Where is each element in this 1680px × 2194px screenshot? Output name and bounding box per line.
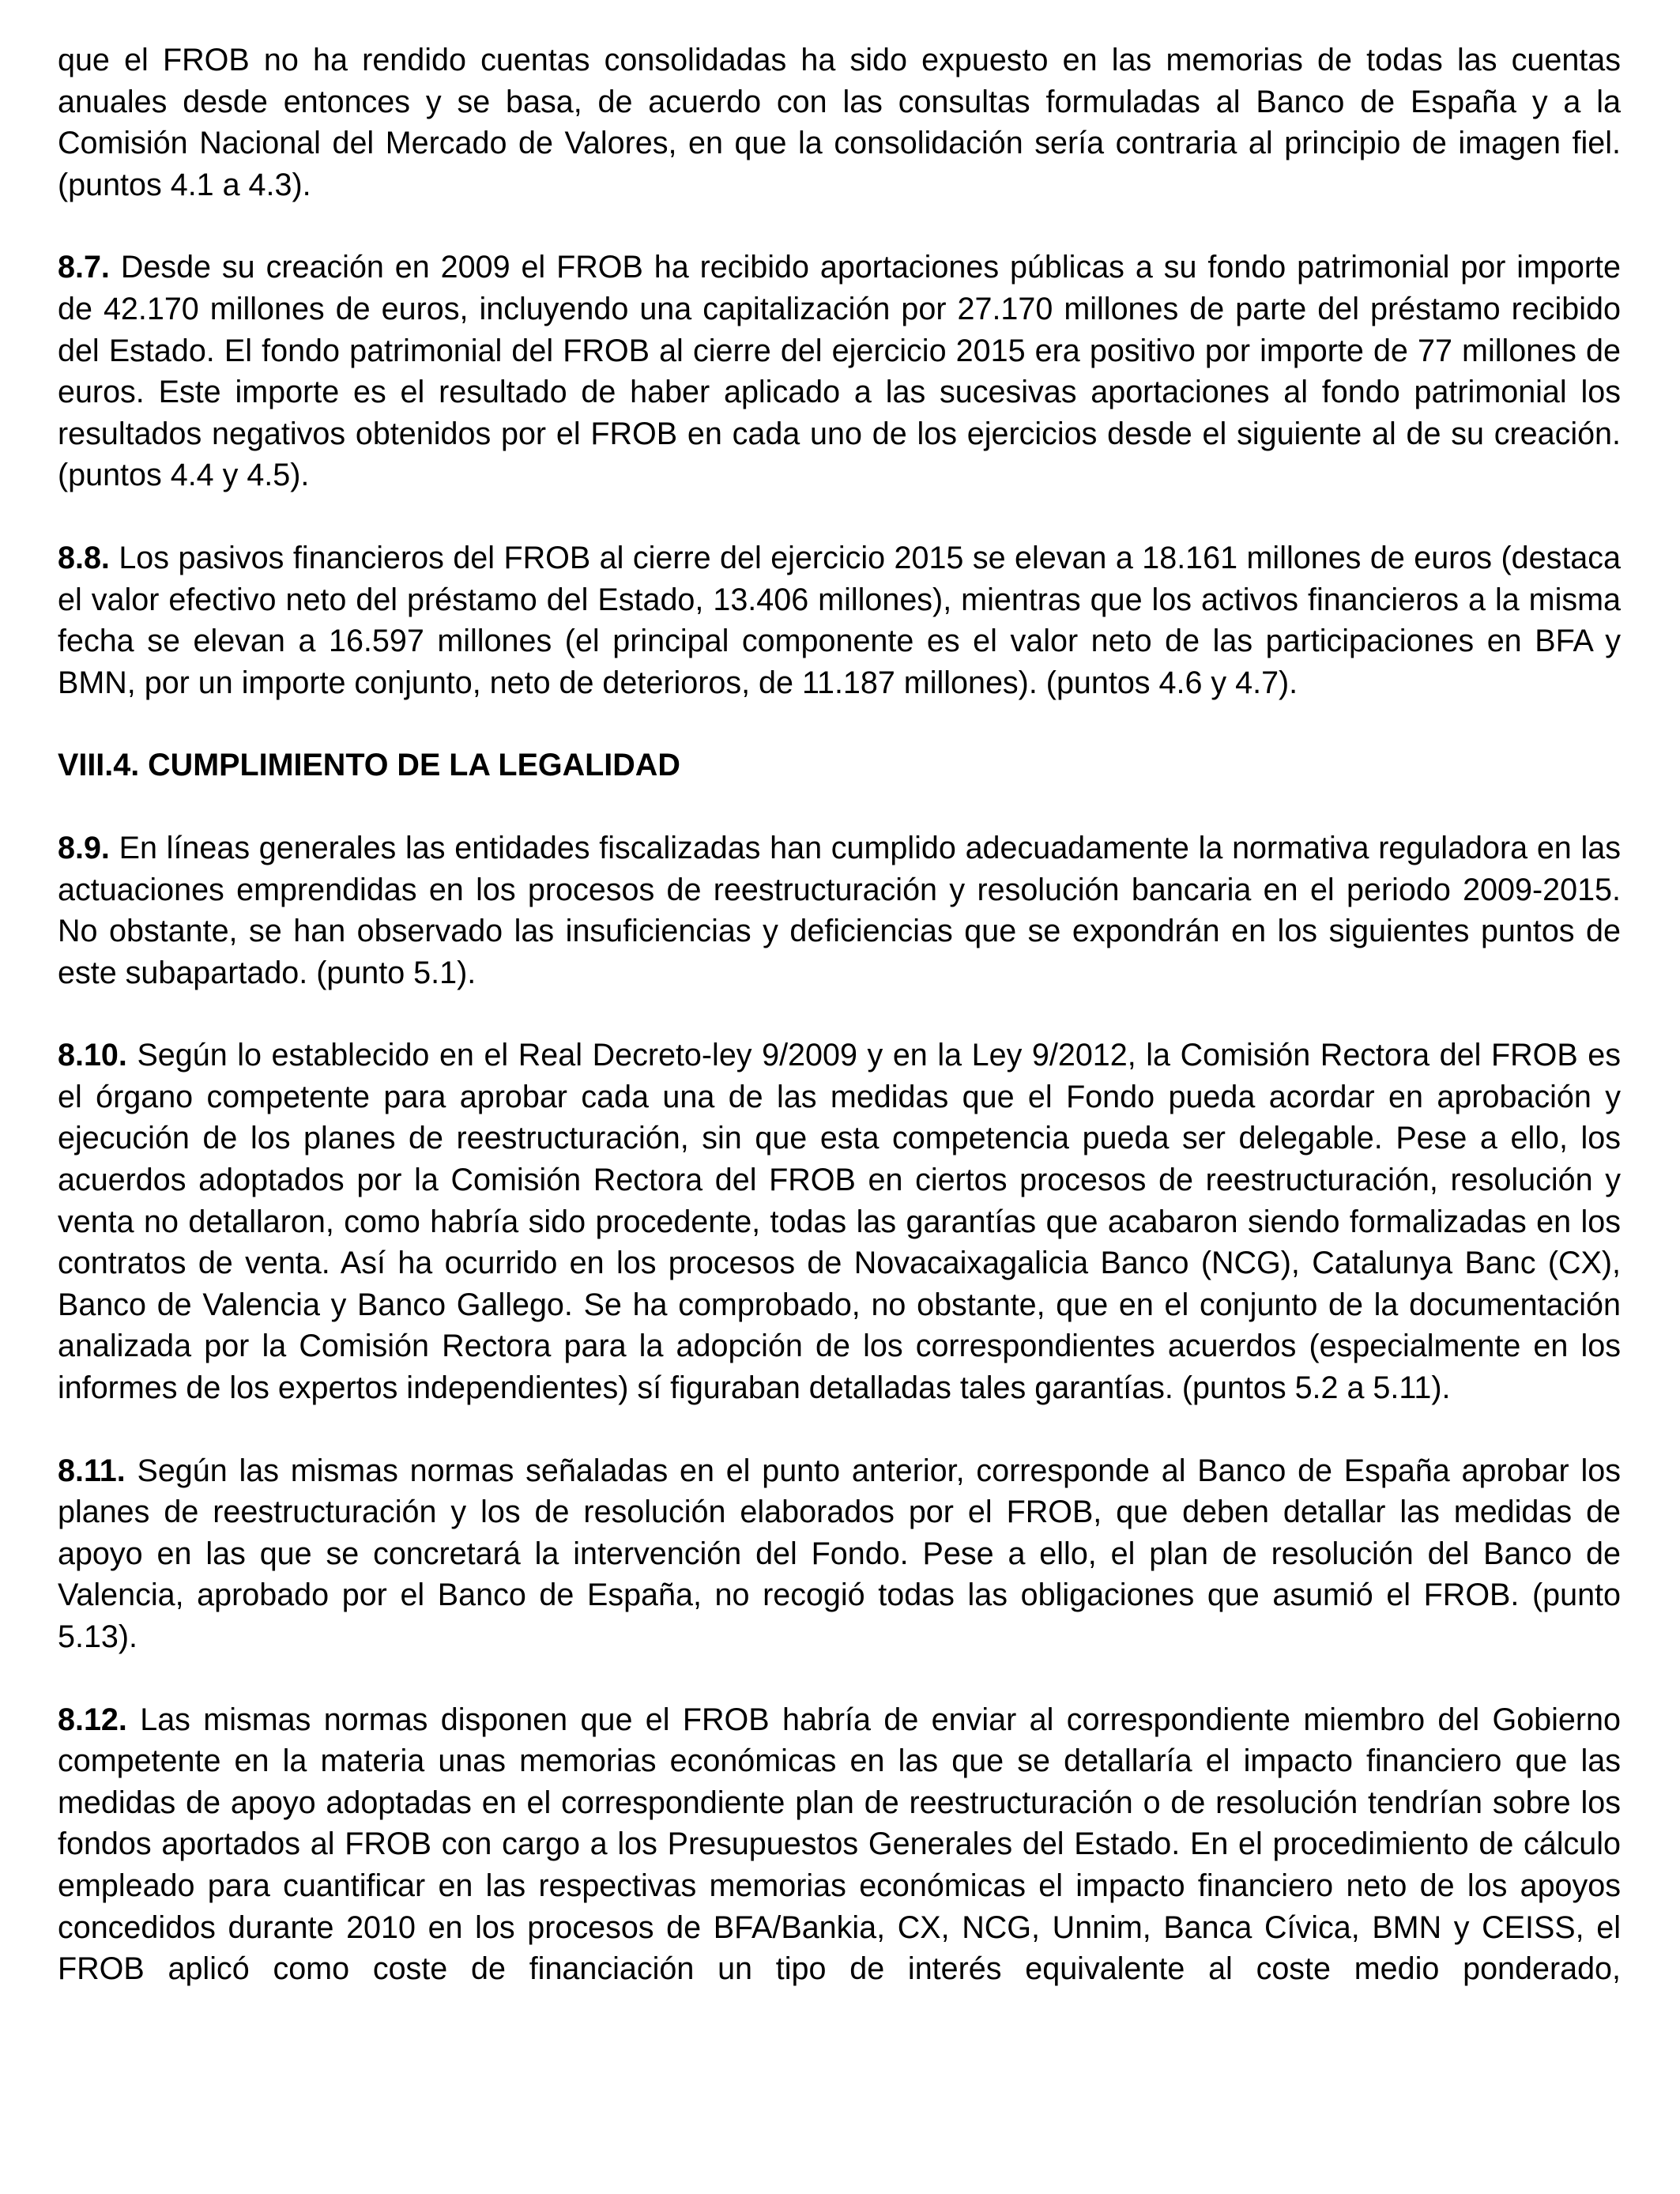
paragraph-text: Según las mismas normas señaladas en el punto anterior, corresponde al Banco de España aprobar los planes de reestructuración y los de resolución elaborados por el FROB, que deben detallar las medidas de apoyo en las que se concretará la intervención del Fondo. Pese a ello, el plan de resolución del Banco de Valencia, aprobado por el Banco de España, no recogió todas las obligaciones que asumió el FROB. (punto 5.13). (58, 1453, 1621, 1654)
paragraph-8-7 (58, 247, 1621, 496)
paragraph-8-10 (58, 1035, 1621, 1408)
paragraph-text: Según lo establecido en el Real Decreto-ley 9/2009 y en la Ley 9/2012, la Comisión Rectora del FROB es el órgano competente para aprobar cada una de las medidas que el Fondo pueda acordar en aprobación y ejecución de los planes de reestructuración, sin que esta competencia pueda ser delegable. Pese a ello, los acuerdos adoptados por la Comisión Rectora del FROB en ciertos procesos de reestructuración, resolución y venta no detallaron, como habría sido procedente, todas las garantías que acabaron siendo formalizadas en los contratos de venta. Así ha ocurrido en los procesos de Novacaixagalicia Banco (NCG), Catalunya Banc (CX), Banco de Valencia y Banco Gallego. Se ha comprobado, no obstante, que en el conjunto de la documentación analizada por la Comisión Rectora para la adopción de los correspondientes acuerdos (especialmente en los informes de los expertos independientes) sí figuraban detalladas tales garantías. (puntos 5.2 a 5.11). (58, 1038, 1621, 1406)
paragraph-number: 8.9. (58, 830, 110, 865)
paragraph-text: Los pasivos financieros del FROB al cierre del ejercicio 2015 se elevan a 18.161 millones de euros (destaca el valor efectivo neto del préstamo del Estado, 13.406 millones), mientras que los activos financieros a la misma fecha se elevan a 16.597 millones (el principal componente es el valor neto de las participaciones en BFA y BMN, por un importe conjunto, neto de deterioros, de 11.187 millones). (puntos 4.6 y 4.7). (58, 540, 1621, 700)
paragraph-number: 8.12. (58, 1702, 127, 1737)
paragraph-text: Las mismas normas disponen que el FROB habría de enviar al correspondiente miembro del Gobierno competente en la materia unas memorias económicas en las que se detallaría el impacto financiero que las medidas de apoyo adoptadas en el correspondiente plan de reestructuración o de resolución tendrían sobre los fondos aportados al FROB con cargo a los Presupuestos Generales del Estado. En el procedimiento de cálculo empleado para cuantificar en las respectivas memorias económicas el impacto financiero neto de los apoyos concedidos durante 2010 en los procesos de BFA/Bankia, CX, NCG, Unnim, Banca Cívica, BMN y CEISS, el FROB aplicó como coste de financiación un tipo de interés equivalente al coste medio ponderado, (58, 1702, 1621, 1987)
paragraph-8-9 (58, 827, 1621, 993)
paragraph-8-8 (58, 537, 1621, 703)
paragraph-number: 8.11. (58, 1453, 126, 1488)
paragraph-8-11 (58, 1450, 1621, 1658)
paragraph-number: 8.8. (58, 540, 110, 575)
paragraph-text: que el FROB no ha rendido cuentas consolidadas ha sido expuesto en las memorias de todas las cuentas anuales desde entonces y se basa, de acuerdo con las consultas formuladas al Banco de España y a la Comisión Nacional del Mercado de Valores, en que la consolidación sería contraria al principio de imagen fiel. (puntos 4.1 a 4.3). (58, 43, 1621, 202)
paragraph-text: Desde su creación en 2009 el FROB ha recibido aportaciones públicas a su fondo patrimonial por importe de 42.170 millones de euros, incluyendo una capitalización por 27.170 millones de parte del préstamo recibido del Estado. El fondo patrimonial del FROB al cierre del ejercicio 2015 era positivo por importe de 77 millones de euros. Este importe es el resultado de haber aplicado a las sucesivas aportaciones al fondo patrimonial los resultados negativos obtenidos por el FROB en cada uno de los ejercicios desde el siguiente al de su creación. (puntos 4.4 y 4.5). (58, 250, 1621, 493)
section-heading: VIII.4. CUMPLIMIENTO DE LA LEGALIDAD (58, 748, 680, 783)
paragraph-continuation (58, 40, 1621, 205)
paragraph-text: En líneas generales las entidades fiscalizadas han cumplido adecuadamente la normativa reguladora en las actuaciones emprendidas en los procesos de reestructuración y resolución bancaria en el periodo 2009-2015. No obstante, se han observado las insuficiencias y deficiencias que se expondrán en los siguientes puntos de este subapartado. (punto 5.1). (58, 830, 1621, 990)
paragraph-8-12 (58, 1699, 1621, 1990)
paragraph-number: 8.7. (58, 250, 110, 285)
document-page (58, 40, 1621, 1990)
paragraph-number: 8.10. (58, 1038, 127, 1073)
